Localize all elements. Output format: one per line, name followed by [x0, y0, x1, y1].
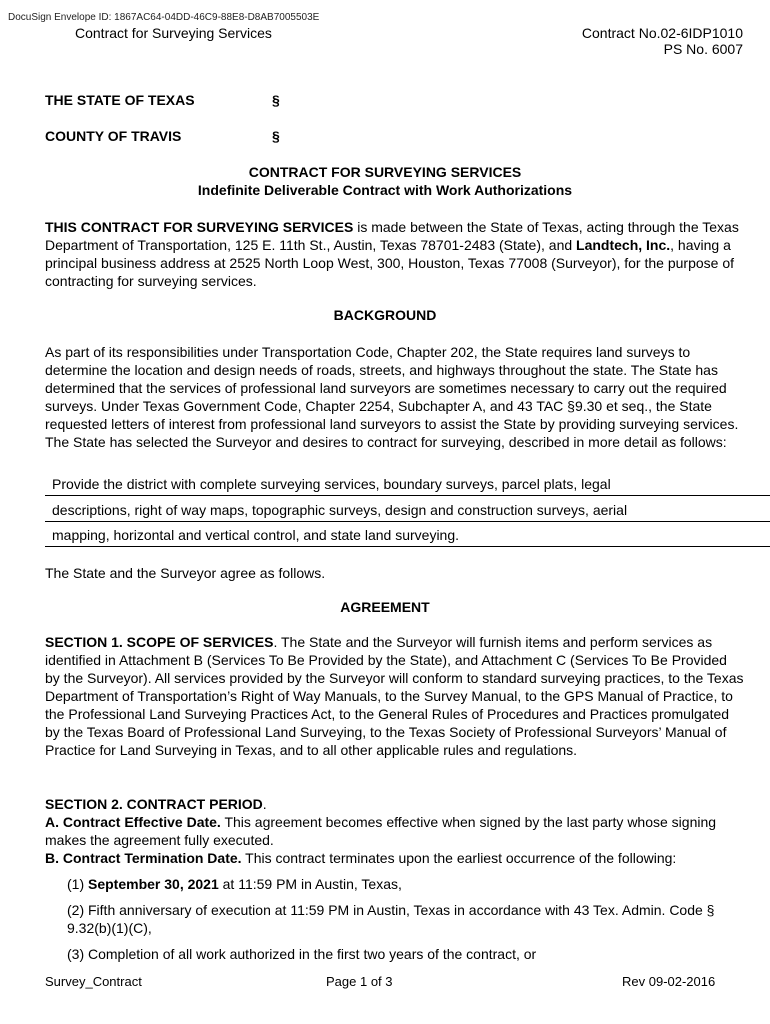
termination-item-3: (3) Completion of all work authorized in the first two years of the contract, or [67, 946, 537, 962]
termination-date-paragraph [45, 849, 745, 867]
agreement-heading: AGREEMENT [340, 599, 430, 615]
effective-date-paragraph [45, 813, 745, 849]
section-1-text: . The State and the Surveyor will furnish items and perform services as identified in Attachment B (Services To Be Provided by the State), and Attachment C (Services To Be Provided by the Surveyor). All services provided by the Surveyor will conform to standard surveying practices, to the Texas Department of Transportation’s Right of Way Manuals, to the Survey Manual, to the GPS Manual of Practice, to the Professional Land Surveying Practices Act, to the General Rules of Procedures and Practices promulgated by the Texas Board of Professional Land Surveying, to the Texas Society of Professional Surveyors’ Manual of Practice for Land Surveying in Texas, and to all other applicable rules and regulations. [45, 634, 744, 758]
termination-date-label: B. Contract Termination Date. [45, 850, 242, 866]
termination-item-1 [67, 875, 747, 893]
effective-date-text: This agreement becomes effective when signed by the last party whose signing makes the agreement fully executed. [45, 814, 717, 848]
ps-number: PS No. 6007 [663, 41, 743, 57]
section-2-dot: . [262, 796, 267, 812]
contract-title: CONTRACT FOR SURVEYING SERVICES [248, 164, 522, 180]
background-heading: BACKGROUND [333, 307, 437, 323]
services-line-3-text: mapping, horizontal and vertical control, and state land surveying. [52, 527, 460, 543]
services-line-3 [45, 526, 770, 547]
intro-text-1: is made between the State of Texas, acting through the Texas Department of Transportation, 125 E. 11th St., Austin, Texas 78701-2483 (State), and [45, 219, 739, 253]
item-1-number: (1) [67, 876, 88, 892]
section-1-heading: SECTION 1. SCOPE OF SERVICES [45, 634, 274, 650]
section-2-heading [45, 795, 745, 813]
termination-item-2: (2) Fifth anniversary of execution at 11:59 PM in Austin, Texas in accordance with 43 Tex. Admin. Code § 9.32(b)(1)(C), [67, 902, 715, 936]
footer-page-number: Page 1 of 3 [326, 974, 393, 989]
contract-subtitle: Indefinite Deliverable Contract with Work Authorizations [197, 182, 573, 198]
agree-statement: The State and the Surveyor agree as follows. [45, 565, 326, 581]
services-line-2 [45, 501, 770, 522]
footer-left: Survey_Contract [45, 974, 142, 989]
services-line-1 [45, 475, 770, 496]
item-1-date: September 30, 2021 [88, 876, 219, 892]
services-line-2-text: descriptions, right of way maps, topographic surveys, design and construction surveys, aerial [52, 502, 628, 518]
surveyor-name: Landtech, Inc. [576, 237, 671, 253]
effective-date-label: A. Contract Effective Date. [45, 814, 221, 830]
intro-text-2: , having a principal business address at 2525 North Loop West, 300, Houston, Texas 77008 (Surveyor), for the purpose of contracting for surveying services. [45, 237, 734, 289]
intro-lead: THIS CONTRACT FOR SURVEYING SERVICES [45, 219, 354, 235]
section-1-paragraph [45, 633, 745, 759]
contract-number: Contract No.02-6IDP1010 [581, 25, 743, 41]
section-2-title: SECTION 2. CONTRACT PERIOD [45, 796, 263, 812]
caption-county: COUNTY OF TRAVIS [45, 128, 182, 144]
docusign-envelope-id: DocuSign Envelope ID: 1867AC64-04DD-46C9-88E8-D8AB7005503E [8, 12, 320, 23]
caption-state: THE STATE OF TEXAS [45, 92, 195, 108]
caption-section-symbol: § [272, 92, 280, 108]
intro-paragraph [45, 218, 745, 290]
background-paragraph: As part of its responsibilities under Transportation Code, Chapter 202, the State requires land surveys to determine the location and design needs of roads, streets, and highways throughout the state. The State has determined that the services of professional land surveyors are sometimes necessary to carry out the required surveys. Under Texas Government Code, Chapter 2254, Subchapter A, and 43 TAC §9.30 et seq., the State requested letters of interest from professional land surveyors to assist the State by providing surveying services. The State has selected the Surveyor and desires to contract for surveying, described in more detail as follows: [45, 344, 739, 450]
caption-section-symbol-2: § [272, 128, 280, 144]
header-title: Contract for Surveying Services [75, 25, 272, 41]
item-1-text: at 11:59 PM in Austin, Texas, [218, 876, 402, 892]
termination-date-text: This contract terminates upon the earliest occurrence of the following: [241, 850, 677, 866]
services-line-1-text: Provide the district with complete surveying services, boundary surveys, parcel plats, legal [52, 476, 611, 492]
header-contract-info [582, 25, 743, 57]
footer-revision: Rev 09-02-2016 [622, 974, 716, 989]
